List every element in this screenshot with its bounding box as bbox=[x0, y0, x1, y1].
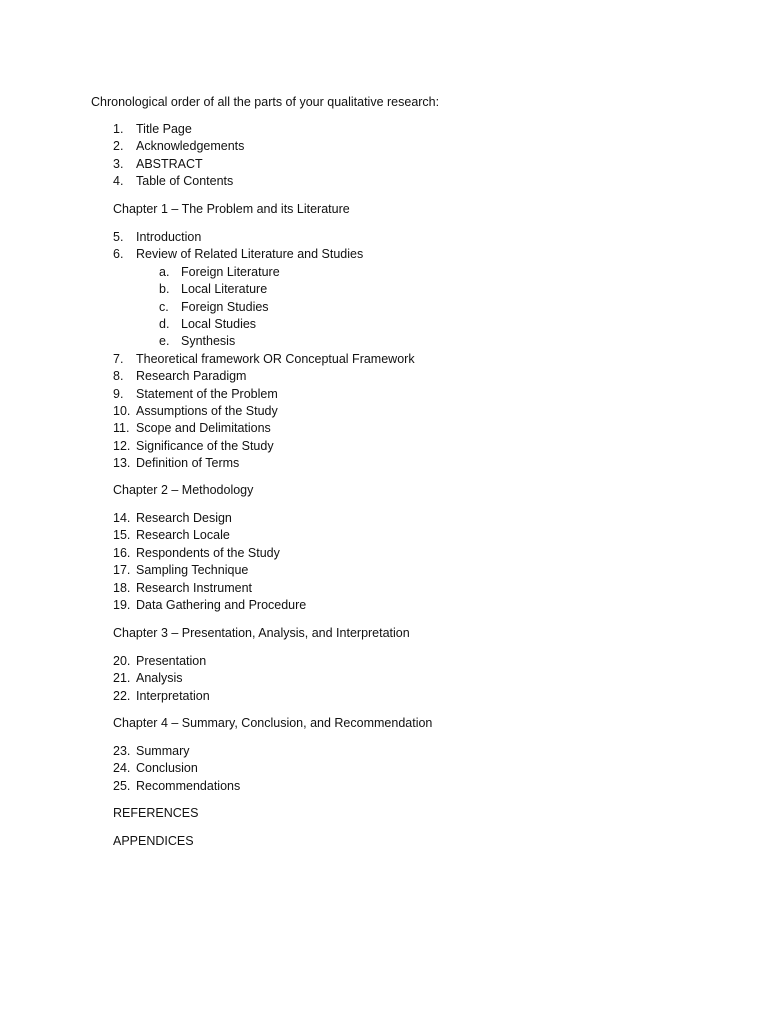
chapter3-heading: Chapter 3 – Presentation, Analysis, and Interpretation bbox=[113, 626, 410, 640]
chapter4-heading: Chapter 4 – Summary, Conclusion, and Recommendation bbox=[113, 716, 433, 730]
references-heading: REFERENCES bbox=[113, 806, 199, 820]
appendices-heading: APPENDICES bbox=[113, 834, 194, 848]
chapter1-heading: Chapter 1 – The Problem and its Literature bbox=[113, 202, 350, 216]
document-page: Chronological order of all the parts of your qualitative research: 1. Title Page 2. Acknowledgements 3. ABSTRACT 4. Table of Contents Chapter 1 – The Problem and its Literature 5. Introduction 6. Review of Related Literature and Studies a. Foreign Literature b. Local Literature c. Foreign Studies d. Local Studies e. Synthesis 7. Theoretical framework OR Conceptual Framework 8. Research Paradigm 9. Statement of the Problem 10. Assumptions of the Study 11. Scope and Delimitations 12. Significance of the Study 13. Definition of Terms Chapter 2 – Methodology 14. Research Design 15. Research Locale 16. Respondents of the Study 17. Sampling Technique 18. Research Instrument 19. Data Gathering and Procedure Chapter 3 – Presentation, Analysis, and Interpretation 20. Presentation 21. Analysis 22. Interpretation Chapter 4 – Summary, Conclusion, and Recommendation 23. Summary 24. Conclusion 25. Recommendations REFERENCES APPENDICES bbox=[0, 0, 768, 1024]
chapter2-heading: Chapter 2 – Methodology bbox=[113, 483, 254, 497]
intro-text: Chronological order of all the parts of your qualitative research: bbox=[91, 95, 440, 109]
